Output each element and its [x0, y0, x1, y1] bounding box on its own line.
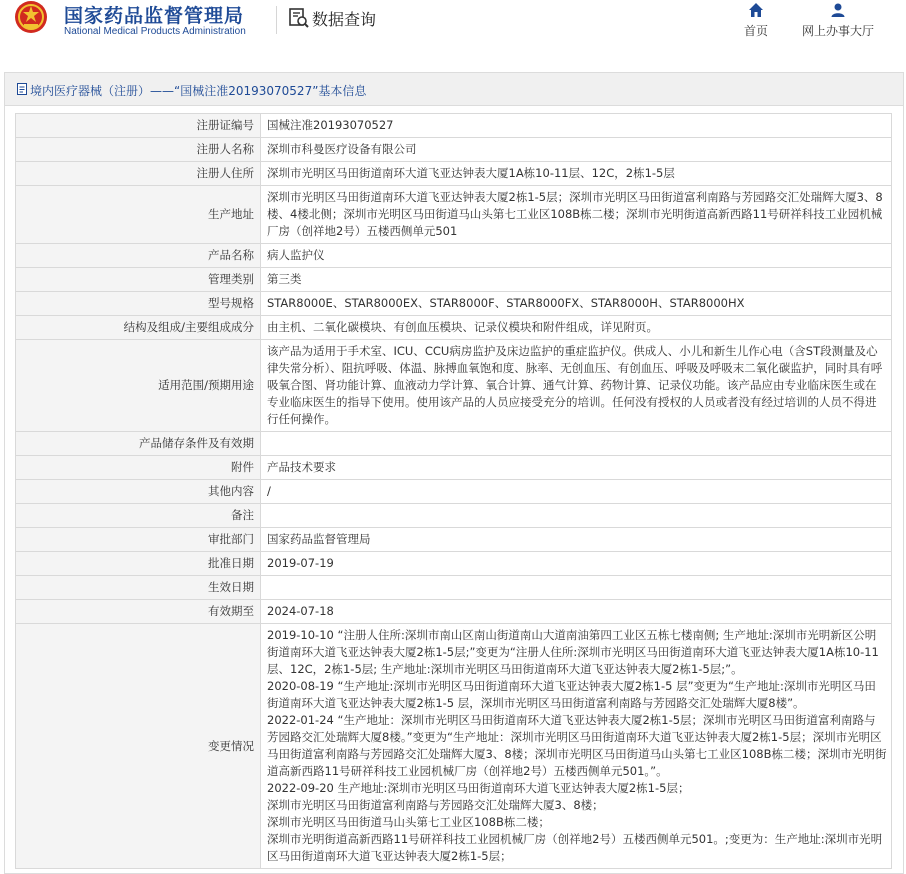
info-label: 附件 — [16, 456, 261, 480]
user-icon — [830, 2, 846, 18]
info-label: 其他内容 — [16, 480, 261, 504]
info-label: 注册证编号 — [16, 114, 261, 138]
info-value: 国家药品监督管理局 — [261, 528, 892, 552]
info-value: 2024-07-18 — [261, 600, 892, 624]
change-history — [261, 624, 892, 869]
info-label: 产品名称 — [16, 244, 261, 268]
info-label: 结构及组成/主要组成成分 — [16, 316, 261, 340]
site-header — [0, 0, 906, 62]
change-entry: 2019-10-10 “注册人住所:深圳市南山区南山街道南山大道南油第四工业区五栋七楼南侧; 生产地址:深圳市光明新区公明街道南环大道飞亚达钟表大厦2栋1-5层;”变更为“注册人住所:深圳市光明区马田街道南环大道飞亚达钟表大厦1A栋10-11层、12C，2栋1-5层; 生产地址:深圳市光明区马田街道南环大道飞亚达钟表大厦2栋1-5层;”。 — [267, 628, 879, 676]
info-label: 管理类别 — [16, 268, 261, 292]
info-row — [16, 138, 892, 162]
info-label: 注册人名称 — [16, 138, 261, 162]
info-value: 2019-07-19 — [261, 552, 892, 576]
header-divider — [276, 6, 277, 34]
info-value: 病人监护仪 — [261, 244, 892, 268]
info-label: 适用范围/预期用途 — [16, 340, 261, 432]
nav-home-label: 首页 — [743, 24, 768, 38]
document-icon — [16, 83, 28, 95]
detail-panel — [4, 72, 904, 874]
info-row — [16, 292, 892, 316]
home-icon — [748, 2, 764, 18]
change-entry: 深圳市光明区马田街道富利南路与芳园路交汇处瑞辉大厦3、8楼； — [267, 798, 604, 812]
info-row — [16, 576, 892, 600]
info-label: 备注 — [16, 504, 261, 528]
info-row — [16, 244, 892, 268]
info-row — [16, 316, 892, 340]
page-section-title: 数据查询 — [312, 10, 377, 29]
info-row — [16, 114, 892, 138]
info-row — [16, 504, 892, 528]
info-row — [16, 480, 892, 504]
info-value — [261, 432, 892, 456]
info-label: 生效日期 — [16, 576, 261, 600]
info-label: 注册人住所 — [16, 162, 261, 186]
info-value — [261, 504, 892, 528]
info-value: STAR8000E、STAR8000EX、STAR8000F、STAR8000FX、STAR8000H、STAR8000HX — [261, 292, 892, 316]
nav-online-label: 网上办事大厅 — [801, 24, 874, 38]
agency-name-en: National Medical Products Administration — [64, 26, 246, 37]
change-entry: 深圳市光明区马田街道马山头第七工业区108B栋二楼； — [267, 815, 550, 829]
info-label: 审批部门 — [16, 528, 261, 552]
detail-title: 境内医疗器械（注册）——“国械注准20193070527”基本信息 — [30, 84, 367, 98]
info-label: 有效期至 — [16, 600, 261, 624]
info-row — [16, 552, 892, 576]
info-value: 深圳市光明区马田街道南环大道飞亚达钟表大厦1A栋10-11层、12C，2栋1-5层 — [261, 162, 892, 186]
change-entry: 2022-09-20 生产地址:深圳市光明区马田街道南环大道飞亚达钟表大厦2栋1-5层； — [267, 781, 690, 795]
change-entry: 2020-08-19 “生产地址:深圳市光明区马田街道南环大道飞亚达钟表大厦2栋1-5 层”变更为“生产地址:深圳市光明区马田街道南环大道飞亚达钟表大厦2栋1-5 层，深圳市光明区马田街道富利南路与芳园路交汇处瑞辉大厦8楼”。 — [267, 679, 876, 710]
info-value: 深圳市光明区马田街道南环大道飞亚达钟表大厦2栋1-5层；深圳市光明区马田街道富利南路与芳园路交汇处瑞辉大厦3、8楼、4楼北侧；深圳市光明区马田街道马山头第七工业区108B栋二楼；深圳市光明街道高新西路11号研祥科技工业园机械厂房（创祥地2号）五楼西侧单元501 — [261, 186, 892, 244]
info-row-changes — [16, 624, 892, 869]
info-label: 生产地址 — [16, 186, 261, 244]
change-entry: 2022-01-24 “生产地址：深圳市光明区马田街道南环大道飞亚达钟表大厦2栋1-5层；深圳市光明区马田街道富利南路与芳园路交汇处瑞辉大厦8楼。”变更为“生产地址：深圳市光明区马田街道南环大道飞亚达钟表大厦2栋1-5层；深圳市光明区马田街道富利南路与芳园路交汇处瑞辉大厦3、8楼；深圳市光明区马田街道马山头第七工业区108B栋二楼；深圳市光明街道高新西路11号研祥科技工业园机械厂房（创祥地2号）五楼西侧单元501。”。 — [267, 713, 887, 778]
detail-title-bar — [5, 73, 903, 106]
device-info-table — [15, 113, 892, 869]
info-value: 产品技术要求 — [261, 456, 892, 480]
info-row — [16, 528, 892, 552]
info-row — [16, 600, 892, 624]
info-value: / — [261, 480, 892, 504]
info-label: 产品储存条件及有效期 — [16, 432, 261, 456]
data-query-icon — [288, 7, 310, 29]
info-value: 国械注准20193070527 — [261, 114, 892, 138]
info-value: 深圳市科曼医疗设备有限公司 — [261, 138, 892, 162]
nav-online-service-hall[interactable] — [796, 2, 880, 39]
change-entry: 深圳市光明街道高新西路11号研祥科技工业园机械厂房（创祥地2号）五楼西侧单元501。;变更为：生产地址:深圳市光明区马田街道南环大道飞亚达钟表大厦2栋1-5层； — [267, 832, 883, 863]
info-label: 变更情况 — [16, 624, 261, 869]
info-row — [16, 432, 892, 456]
info-row — [16, 340, 892, 432]
info-value: 该产品为适用于手术室、ICU、CCU病房监护及床边监护的重症监护仪。供成人、小儿和新生儿作心电（含ST段测量及心律失常分析）、阻抗呼吸、体温、脉搏血氧饱和度、脉率、无创血压、有创血压、呼吸及呼吸末二氧化碳监护，同时具有呼吸氧合图、肾功能计算、血液动力学计算、氧合计算、通气计算、药物计算、记录仪功能。该产品应由专业临床医生或在专业临床医生的指导下使用。使用该产品的人员应接受充分的培训。任何没有授权的人员或者没有经过培训的人员不得进行任何操作。 — [261, 340, 892, 432]
national-emblem-icon — [10, 0, 52, 36]
info-value — [261, 576, 892, 600]
info-row — [16, 456, 892, 480]
info-row — [16, 162, 892, 186]
info-row — [16, 186, 892, 244]
info-label: 批准日期 — [16, 552, 261, 576]
info-row — [16, 268, 892, 292]
nav-home[interactable] — [736, 2, 776, 39]
info-label: 型号规格 — [16, 292, 261, 316]
agency-name-cn: 国家药品监督管理局 — [64, 5, 245, 27]
info-value: 由主机、二氧化碳模块、有创血压模块、记录仪模块和附件组成，详见附页。 — [261, 316, 892, 340]
info-value: 第三类 — [261, 268, 892, 292]
